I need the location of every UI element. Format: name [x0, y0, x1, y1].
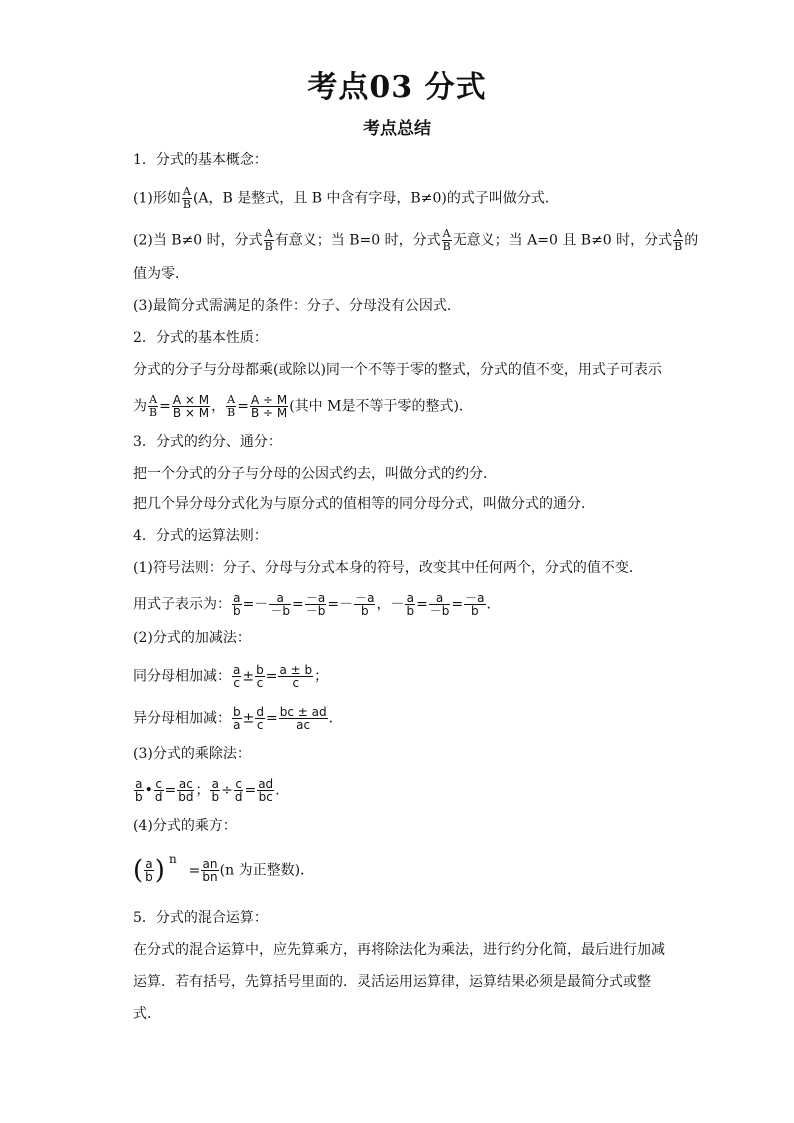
section4-mul-formula: $\frac{a}{b}$ • $\frac{c}{d}$ = $\frac{ac}{bd}$ ； $\frac{a}{b}$ ÷ $\frac{c}{d}$ = $\frac{ad}{bc}$ ． [135, 777, 290, 804]
section5-text1: 在分式的混合运算中，应先算乘方，再将除法化为乘法，进行约分化简，最后进行加减 [133, 942, 665, 958]
section3-text1: 把一个分式的分子与分母的公因式约去，叫做分式的约分． [133, 466, 497, 482]
section4-same-denominator: 同分母相加减： $\frac{a}{c}$ ± $\frac{b}{c}$ = $\frac{a \pm b}{c}$ ； [133, 663, 329, 690]
fraction-a-over-b: $\frac{A}{B}$ [182, 185, 191, 211]
section2-text: 分式的分子与分母都乘(或除以)同一个不等于零的整式，分式的值不变，用式子可表示 [133, 362, 662, 378]
section1-item1: (1)形如 $\frac{A}{B}$ (A，B 是整式，且 B 中含有字母，B≠0)的式子叫做分式． [133, 185, 559, 211]
section1-item2-cont: 值为零． [133, 266, 189, 282]
fraction-a-over-b: $\frac{A}{B}$ [674, 227, 683, 253]
section1-item3: (3)最简分式需满足的条件：分子、分母没有公因式． [133, 298, 461, 314]
section1-heading: 1．分式的基本概念： [133, 152, 268, 168]
section4-add-heading: (2)分式的加减法： [133, 630, 251, 646]
fraction-a-over-b: $\frac{A}{B}$ [264, 227, 273, 253]
section4-pow-heading: (4)分式的乘方： [133, 818, 237, 834]
section4-heading: 4．分式的运算法则： [133, 528, 268, 544]
section5-text2: 运算．若有括号，先算括号里面的．灵活运用运算律，运算结果必须是最简分式或整 [133, 974, 651, 990]
section2-heading: 2．分式的基本性质： [133, 330, 268, 346]
section4-pow-formula: ( $\frac{a}{b}$ ) n= $\frac{an}{bn}$ (n 为正整数)． [133, 851, 315, 886]
page-title: 考点03 分式 [307, 70, 487, 105]
section3-heading: 3．分式的约分、通分： [133, 434, 282, 450]
section4-mul-heading: (3)分式的乘除法： [133, 746, 251, 762]
section4-diff-denominator: 异分母相加减： $\frac{b}{a}$ ± $\frac{d}{c}$ = $\frac{bc \pm ad}{ac}$ ． [133, 705, 343, 732]
section1-item2: (2)当 B≠0 时，分式 $\frac{A}{B}$ 有意义；当 B=0 时，分式 $\frac{A}{B}$ 无意义；当 A=0 且 B≠0 时，分式 $\frac{A}{B}$ 的 [133, 227, 699, 253]
fraction-a-over-b: $\frac{A}{B}$ [442, 227, 451, 253]
page-subtitle: 考点总结 [363, 119, 431, 139]
section4-sign-rule: (1)符号法则：分子、分母与分式本身的符号，改变其中任何两个，分式的值不变． [133, 560, 643, 576]
section5-heading: 5．分式的混合运算： [133, 910, 268, 926]
section3-text2: 把几个异分母分式化为与原分式的值相等的同分母分式，叫做分式的通分． [133, 496, 595, 512]
section5-text3: 式． [133, 1006, 161, 1022]
section2-formula: 为 $\frac{A}{B}$ = $\frac{A \times M}{B \times M}$ ， $\frac{A}{B}$ = $\frac{A \div M}{B \div M}$ (其中 M是不等于零的整式)． [133, 393, 473, 420]
section4-sign-formula: 用式子表示为： $\frac{a}{b}$ =－ $\frac{a}{-b}$ = $\frac{-a}{-b}$ =－ $\frac{-a}{b}$ ，－ $\frac{a}{b}$ = $\frac{a}{-b}$ = $\frac{-a}{b}$ ． [133, 591, 501, 618]
